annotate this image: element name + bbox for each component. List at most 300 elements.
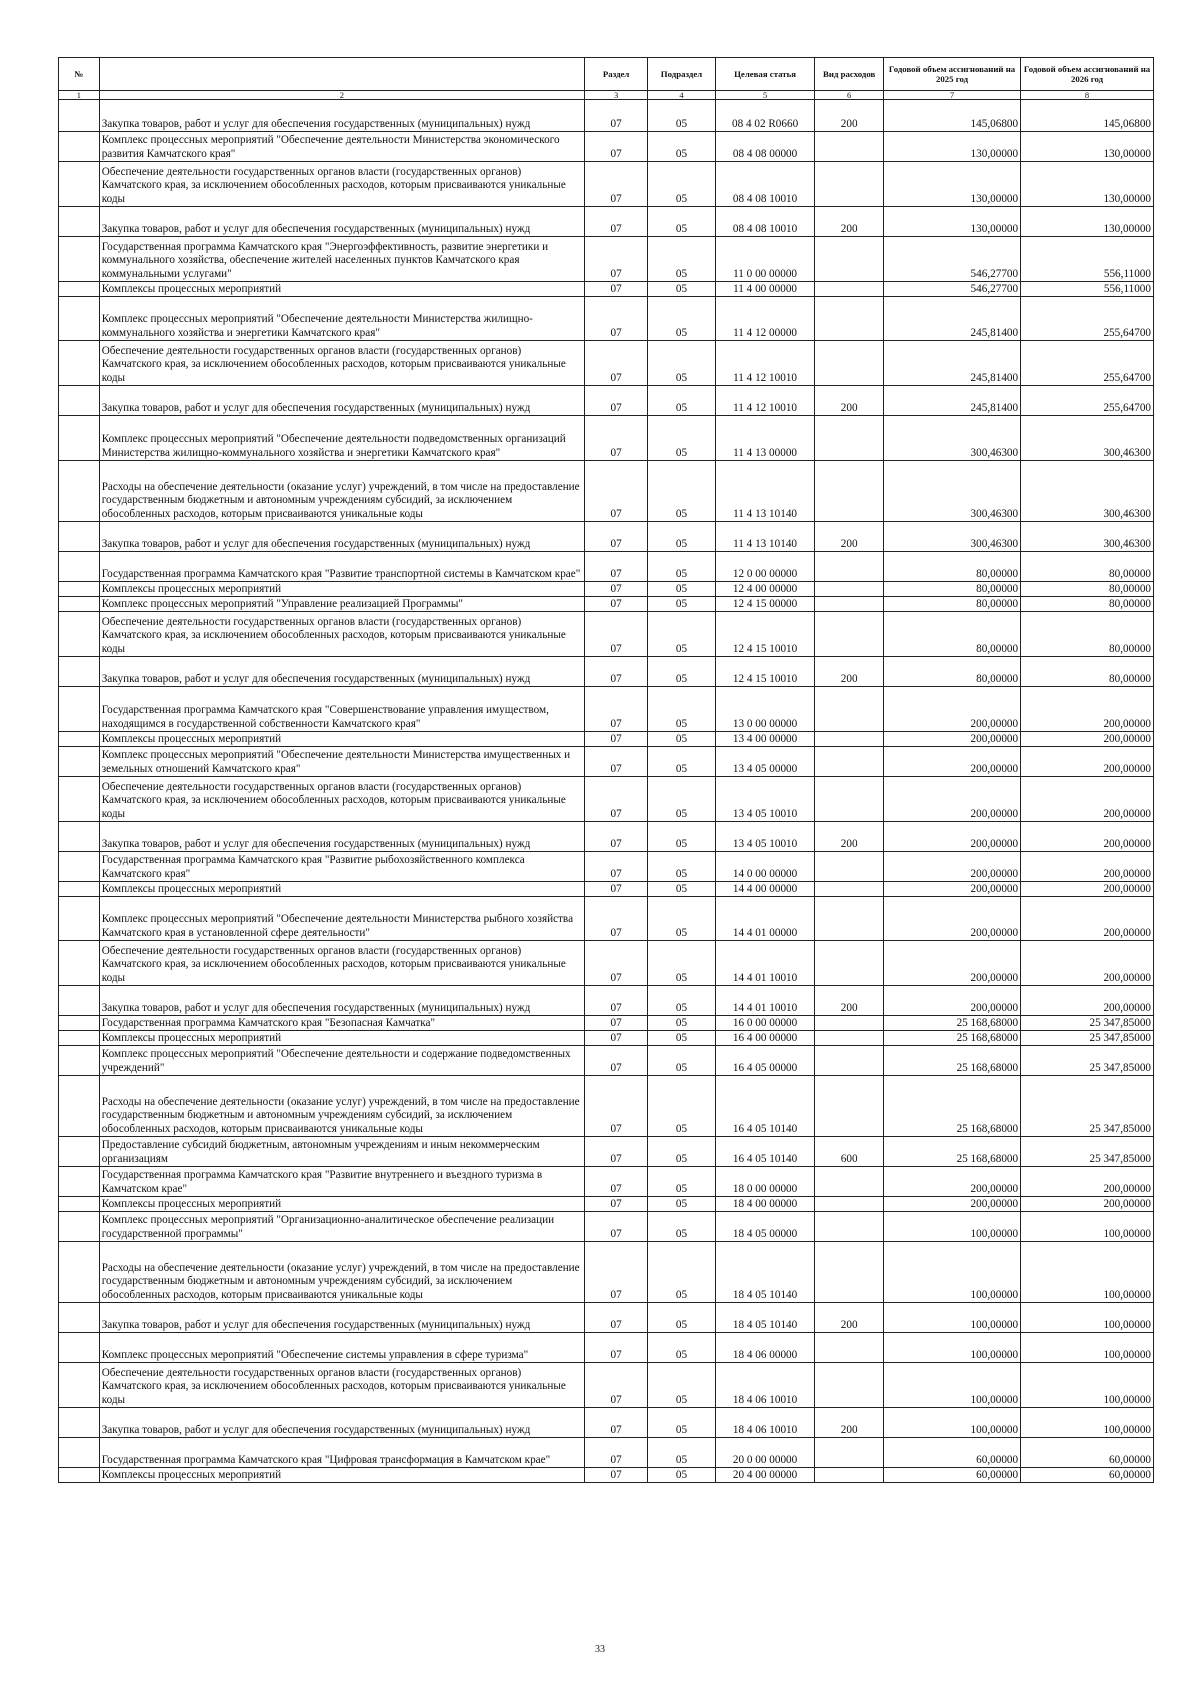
row-number-cell	[59, 986, 100, 1016]
row-subsection-cell: 05	[648, 732, 716, 747]
header-row	[59, 58, 1154, 91]
row-number-cell	[59, 522, 100, 552]
row-2026-cell: 25 347,85000	[1021, 1137, 1154, 1167]
row-subsection-cell: 05	[648, 1468, 716, 1483]
table-row	[59, 341, 1154, 386]
row-section-cell: 07	[585, 1167, 648, 1197]
row-kind-cell: 600	[815, 1137, 884, 1167]
row-number-cell	[59, 777, 100, 822]
row-subsection-cell: 05	[648, 1031, 716, 1046]
table-row	[59, 1031, 1154, 1046]
row-target-cell: 16 4 05 00000	[715, 1046, 815, 1076]
row-name-cell: Комплексы процессных мероприятий	[99, 732, 584, 747]
row-2026-cell: 300,46300	[1021, 522, 1154, 552]
row-2026-cell: 100,00000	[1021, 1408, 1154, 1438]
row-subsection-cell: 05	[648, 1333, 716, 1363]
row-number-cell	[59, 941, 100, 986]
row-kind-cell	[815, 687, 884, 732]
row-name-cell: Комплексы процессных мероприятий	[99, 1197, 584, 1212]
table-row	[59, 1046, 1154, 1076]
row-2025-cell: 25 168,68000	[883, 1016, 1020, 1031]
row-name-cell: Обеспечение деятельности государственных органов власти (государственных органов) Камчатского края, за исключением обособленных расходов, которым присваиваются уникальные коды	[99, 612, 584, 657]
row-2026-cell: 200,00000	[1021, 1167, 1154, 1197]
row-target-cell: 18 4 06 10010	[715, 1408, 815, 1438]
table-row	[59, 297, 1154, 341]
row-subsection-cell: 05	[648, 100, 716, 132]
row-name-cell: Обеспечение деятельности государственных органов власти (государственных органов) Камчатского края, за исключением обособленных расходов, которым присваиваются уникальные коды	[99, 777, 584, 822]
row-section-cell: 07	[585, 237, 648, 282]
row-2026-cell: 100,00000	[1021, 1333, 1154, 1363]
row-number-cell	[59, 237, 100, 282]
row-target-cell: 11 4 12 00000	[715, 297, 815, 341]
row-target-cell: 11 4 12 10010	[715, 386, 815, 416]
row-section-cell: 07	[585, 1242, 648, 1303]
row-target-cell: 16 4 05 10140	[715, 1076, 815, 1137]
column-number: 7	[883, 91, 1020, 100]
row-subsection-cell: 05	[648, 941, 716, 986]
row-2025-cell: 300,46300	[883, 416, 1020, 461]
row-2025-cell: 130,00000	[883, 162, 1020, 207]
row-kind-cell: 200	[815, 822, 884, 852]
row-kind-cell	[815, 1046, 884, 1076]
table-row	[59, 1212, 1154, 1242]
row-2026-cell: 80,00000	[1021, 552, 1154, 582]
table-body	[59, 100, 1154, 1483]
row-2026-cell: 130,00000	[1021, 132, 1154, 162]
row-name-cell: Комплекс процессных мероприятий "Обеспечение системы управления в сфере туризма"	[99, 1333, 584, 1363]
row-2026-cell: 200,00000	[1021, 822, 1154, 852]
row-kind-cell	[815, 552, 884, 582]
row-name-cell: Закупка товаров, работ и услуг для обеспечения государственных (муниципальных) нужд	[99, 822, 584, 852]
row-2026-cell: 130,00000	[1021, 207, 1154, 237]
row-subsection-cell: 05	[648, 1137, 716, 1167]
row-kind-cell	[815, 132, 884, 162]
row-target-cell: 11 4 00 00000	[715, 282, 815, 297]
row-name-cell: Комплекс процессных мероприятий "Управление реализацией Программы"	[99, 597, 584, 612]
row-number-cell	[59, 1046, 100, 1076]
header-name	[99, 58, 584, 91]
row-2026-cell: 200,00000	[1021, 747, 1154, 777]
row-2026-cell: 200,00000	[1021, 1197, 1154, 1212]
row-kind-cell: 200	[815, 207, 884, 237]
row-target-cell: 14 4 01 00000	[715, 897, 815, 941]
row-subsection-cell: 05	[648, 582, 716, 597]
row-subsection-cell: 05	[648, 897, 716, 941]
row-name-cell: Государственная программа Камчатского края "Развитие внутреннего и въездного туризма в Камчатском крае"	[99, 1167, 584, 1197]
row-name-cell: Комплексы процессных мероприятий	[99, 1031, 584, 1046]
row-target-cell: 13 0 00 00000	[715, 687, 815, 732]
row-target-cell: 18 0 00 00000	[715, 1167, 815, 1197]
row-section-cell: 07	[585, 1197, 648, 1212]
row-target-cell: 14 4 00 00000	[715, 882, 815, 897]
row-2025-cell: 25 168,68000	[883, 1031, 1020, 1046]
row-2025-cell: 200,00000	[883, 732, 1020, 747]
row-2025-cell: 100,00000	[883, 1333, 1020, 1363]
row-section-cell: 07	[585, 582, 648, 597]
row-name-cell: Закупка товаров, работ и услуг для обеспечения государственных (муниципальных) нужд	[99, 522, 584, 552]
row-subsection-cell: 05	[648, 1197, 716, 1212]
row-name-cell: Закупка товаров, работ и услуг для обеспечения государственных (муниципальных) нужд	[99, 100, 584, 132]
row-kind-cell: 200	[815, 1303, 884, 1333]
row-subsection-cell: 05	[648, 282, 716, 297]
row-section-cell: 07	[585, 732, 648, 747]
row-subsection-cell: 05	[648, 237, 716, 282]
row-subsection-cell: 05	[648, 1016, 716, 1031]
header-no: №	[59, 58, 100, 91]
header-2026: Годовой объем ассигнований на 2026 год	[1021, 58, 1154, 91]
column-number: 5	[715, 91, 815, 100]
row-2026-cell: 100,00000	[1021, 1242, 1154, 1303]
row-2025-cell: 200,00000	[883, 882, 1020, 897]
row-2025-cell: 60,00000	[883, 1438, 1020, 1468]
row-kind-cell	[815, 1031, 884, 1046]
row-2026-cell: 60,00000	[1021, 1438, 1154, 1468]
row-2025-cell: 200,00000	[883, 822, 1020, 852]
row-2025-cell: 200,00000	[883, 1167, 1020, 1197]
row-target-cell: 08 4 08 00000	[715, 132, 815, 162]
row-name-cell: Закупка товаров, работ и услуг для обеспечения государственных (муниципальных) нужд	[99, 986, 584, 1016]
row-2026-cell: 80,00000	[1021, 657, 1154, 687]
row-section-cell: 07	[585, 852, 648, 882]
row-number-cell	[59, 582, 100, 597]
row-number-cell	[59, 1242, 100, 1303]
row-section-cell: 07	[585, 1438, 648, 1468]
row-name-cell: Государственная программа Камчатского края "Энергоэффективность, развитие энергетики и коммунального хозяйства, обеспечение жителей населенных пунктов Камчатского края коммунальными услугами"	[99, 237, 584, 282]
row-name-cell: Обеспечение деятельности государственных органов власти (государственных органов) Камчатского края, за исключением обособленных расходов, которым присваиваются уникальные коды	[99, 1363, 584, 1408]
row-number-cell	[59, 132, 100, 162]
row-target-cell: 18 4 06 00000	[715, 1333, 815, 1363]
table-row	[59, 1468, 1154, 1483]
row-subsection-cell: 05	[648, 1363, 716, 1408]
row-kind-cell: 200	[815, 1408, 884, 1438]
row-2026-cell: 200,00000	[1021, 732, 1154, 747]
row-kind-cell	[815, 461, 884, 522]
row-2026-cell: 300,46300	[1021, 461, 1154, 522]
row-2026-cell: 255,64700	[1021, 386, 1154, 416]
row-section-cell: 07	[585, 882, 648, 897]
row-section-cell: 07	[585, 282, 648, 297]
row-name-cell: Закупка товаров, работ и услуг для обеспечения государственных (муниципальных) нужд	[99, 386, 584, 416]
row-number-cell	[59, 1468, 100, 1483]
table-row	[59, 207, 1154, 237]
row-number-cell	[59, 897, 100, 941]
row-2025-cell: 546,27700	[883, 282, 1020, 297]
row-subsection-cell: 05	[648, 1303, 716, 1333]
row-kind-cell	[815, 612, 884, 657]
row-2025-cell: 200,00000	[883, 1197, 1020, 1212]
table-row	[59, 657, 1154, 687]
row-2026-cell: 100,00000	[1021, 1303, 1154, 1333]
row-kind-cell	[815, 882, 884, 897]
row-section-cell: 07	[585, 1031, 648, 1046]
row-number-cell	[59, 1438, 100, 1468]
row-2026-cell: 60,00000	[1021, 1468, 1154, 1483]
row-subsection-cell: 05	[648, 522, 716, 552]
table-row	[59, 100, 1154, 132]
row-2026-cell: 200,00000	[1021, 941, 1154, 986]
table-row	[59, 1333, 1154, 1363]
table-row	[59, 687, 1154, 732]
row-2025-cell: 245,81400	[883, 386, 1020, 416]
row-2026-cell: 200,00000	[1021, 882, 1154, 897]
row-number-cell	[59, 1212, 100, 1242]
table-row	[59, 897, 1154, 941]
row-kind-cell	[815, 1016, 884, 1031]
row-2026-cell: 100,00000	[1021, 1212, 1154, 1242]
row-section-cell: 07	[585, 897, 648, 941]
row-2025-cell: 80,00000	[883, 582, 1020, 597]
row-2026-cell: 25 347,85000	[1021, 1031, 1154, 1046]
row-number-cell	[59, 882, 100, 897]
row-2026-cell: 200,00000	[1021, 687, 1154, 732]
table-row	[59, 522, 1154, 552]
row-target-cell: 18 4 06 10010	[715, 1363, 815, 1408]
row-2025-cell: 200,00000	[883, 777, 1020, 822]
row-section-cell: 07	[585, 341, 648, 386]
row-name-cell: Закупка товаров, работ и услуг для обеспечения государственных (муниципальных) нужд	[99, 1303, 584, 1333]
row-number-cell	[59, 386, 100, 416]
row-2026-cell: 25 347,85000	[1021, 1046, 1154, 1076]
row-kind-cell	[815, 282, 884, 297]
table-row	[59, 552, 1154, 582]
column-number-row	[59, 91, 1154, 100]
row-number-cell	[59, 612, 100, 657]
row-section-cell: 07	[585, 1363, 648, 1408]
row-subsection-cell: 05	[648, 986, 716, 1016]
row-target-cell: 11 4 13 10140	[715, 522, 815, 552]
row-subsection-cell: 05	[648, 852, 716, 882]
row-2026-cell: 80,00000	[1021, 612, 1154, 657]
row-target-cell: 12 0 00 00000	[715, 552, 815, 582]
row-name-cell: Государственная программа Камчатского края "Развитие рыбохозяйственного комплекса Камчатского края"	[99, 852, 584, 882]
row-subsection-cell: 05	[648, 1408, 716, 1438]
row-2025-cell: 80,00000	[883, 552, 1020, 582]
row-kind-cell	[815, 897, 884, 941]
table-row	[59, 1303, 1154, 1333]
row-subsection-cell: 05	[648, 416, 716, 461]
row-name-cell: Обеспечение деятельности государственных органов власти (государственных органов) Камчатского края, за исключением обособленных расходов, которым присваиваются уникальные коды	[99, 941, 584, 986]
row-kind-cell	[815, 941, 884, 986]
row-number-cell	[59, 747, 100, 777]
table-row	[59, 162, 1154, 207]
row-2026-cell: 200,00000	[1021, 897, 1154, 941]
row-subsection-cell: 05	[648, 1167, 716, 1197]
row-kind-cell	[815, 1212, 884, 1242]
row-2026-cell: 255,64700	[1021, 297, 1154, 341]
row-kind-cell	[815, 1363, 884, 1408]
row-name-cell: Расходы на обеспечение деятельности (оказание услуг) учреждений, в том числе на предоставление государственным бюджетным и автономным учреждениям субсидий, за исключением обособленных расходов, которым присваиваются уникальные коды	[99, 1076, 584, 1137]
column-number: 2	[99, 91, 584, 100]
column-number: 8	[1021, 91, 1154, 100]
row-2026-cell: 200,00000	[1021, 777, 1154, 822]
row-2025-cell: 80,00000	[883, 612, 1020, 657]
row-number-cell	[59, 1363, 100, 1408]
table-row	[59, 582, 1154, 597]
row-name-cell: Закупка товаров, работ и услуг для обеспечения государственных (муниципальных) нужд	[99, 1408, 584, 1438]
row-number-cell	[59, 597, 100, 612]
table-row	[59, 461, 1154, 522]
table-row	[59, 612, 1154, 657]
row-subsection-cell: 05	[648, 612, 716, 657]
row-subsection-cell: 05	[648, 1076, 716, 1137]
row-2025-cell: 100,00000	[883, 1408, 1020, 1438]
row-subsection-cell: 05	[648, 747, 716, 777]
table-row	[59, 1197, 1154, 1212]
table-row	[59, 282, 1154, 297]
row-2025-cell: 200,00000	[883, 941, 1020, 986]
row-number-cell	[59, 657, 100, 687]
page-number: 33	[595, 1644, 605, 1655]
row-number-cell	[59, 1333, 100, 1363]
row-section-cell: 07	[585, 612, 648, 657]
row-kind-cell	[815, 416, 884, 461]
row-kind-cell: 200	[815, 100, 884, 132]
row-2026-cell: 80,00000	[1021, 582, 1154, 597]
row-target-cell: 11 4 13 10140	[715, 461, 815, 522]
row-number-cell	[59, 162, 100, 207]
row-kind-cell	[815, 1197, 884, 1212]
row-target-cell: 14 0 00 00000	[715, 852, 815, 882]
row-number-cell	[59, 732, 100, 747]
row-name-cell: Государственная программа Камчатского края "Цифровая трансформация в Камчатском крае"	[99, 1438, 584, 1468]
row-section-cell: 07	[585, 552, 648, 582]
row-2026-cell: 80,00000	[1021, 597, 1154, 612]
row-target-cell: 18 4 05 10140	[715, 1303, 815, 1333]
row-subsection-cell: 05	[648, 822, 716, 852]
row-target-cell: 20 4 00 00000	[715, 1468, 815, 1483]
row-target-cell: 11 0 00 00000	[715, 237, 815, 282]
row-number-cell	[59, 852, 100, 882]
table-row	[59, 1242, 1154, 1303]
row-subsection-cell: 05	[648, 162, 716, 207]
row-2025-cell: 200,00000	[883, 986, 1020, 1016]
row-subsection-cell: 05	[648, 1046, 716, 1076]
row-section-cell: 07	[585, 777, 648, 822]
row-number-cell	[59, 207, 100, 237]
row-subsection-cell: 05	[648, 552, 716, 582]
row-kind-cell	[815, 582, 884, 597]
row-number-cell	[59, 1197, 100, 1212]
row-number-cell	[59, 297, 100, 341]
row-2025-cell: 245,81400	[883, 341, 1020, 386]
row-2025-cell: 145,06800	[883, 100, 1020, 132]
row-subsection-cell: 05	[648, 1438, 716, 1468]
row-name-cell: Комплекс процессных мероприятий "Обеспечение деятельности Министерства рыбного хозяйства Камчатского края в установленной сфере деятельности"	[99, 897, 584, 941]
budget-table	[58, 57, 1154, 1483]
row-subsection-cell: 05	[648, 386, 716, 416]
row-2025-cell: 300,46300	[883, 522, 1020, 552]
row-2026-cell: 130,00000	[1021, 162, 1154, 207]
row-target-cell: 18 4 05 00000	[715, 1212, 815, 1242]
column-number: 1	[59, 91, 100, 100]
row-target-cell: 14 4 01 10010	[715, 986, 815, 1016]
row-2025-cell: 100,00000	[883, 1363, 1020, 1408]
row-name-cell: Комплекс процессных мероприятий "Обеспечение деятельности Министерства жилищно-коммунального хозяйства и энергетики Камчатского края"	[99, 297, 584, 341]
table-row	[59, 1363, 1154, 1408]
row-name-cell: Государственная программа Камчатского края "Безопасная Камчатка"	[99, 1016, 584, 1031]
row-section-cell: 07	[585, 386, 648, 416]
row-target-cell: 18 4 05 10140	[715, 1242, 815, 1303]
row-2026-cell: 556,11000	[1021, 237, 1154, 282]
row-kind-cell	[815, 297, 884, 341]
row-target-cell: 13 4 05 00000	[715, 747, 815, 777]
row-number-cell	[59, 552, 100, 582]
row-kind-cell	[815, 777, 884, 822]
row-target-cell: 08 4 08 10010	[715, 207, 815, 237]
row-number-cell	[59, 1303, 100, 1333]
row-target-cell: 08 4 02 R0660	[715, 100, 815, 132]
row-name-cell: Комплексы процессных мероприятий	[99, 882, 584, 897]
table-row	[59, 986, 1154, 1016]
row-2025-cell: 100,00000	[883, 1242, 1020, 1303]
row-2026-cell: 145,06800	[1021, 100, 1154, 132]
table-row	[59, 747, 1154, 777]
row-number-cell	[59, 282, 100, 297]
row-2025-cell: 60,00000	[883, 1468, 1020, 1483]
row-kind-cell: 200	[815, 986, 884, 1016]
row-2026-cell: 25 347,85000	[1021, 1016, 1154, 1031]
header-2025: Годовой объем ассигнований на 2025 год	[883, 58, 1020, 91]
row-name-cell: Комплексы процессных мероприятий	[99, 582, 584, 597]
row-2025-cell: 200,00000	[883, 852, 1020, 882]
row-kind-cell	[815, 341, 884, 386]
row-subsection-cell: 05	[648, 777, 716, 822]
row-target-cell: 13 4 05 10010	[715, 777, 815, 822]
row-number-cell	[59, 341, 100, 386]
row-number-cell	[59, 416, 100, 461]
row-2026-cell: 255,64700	[1021, 341, 1154, 386]
row-name-cell: Предоставление субсидий бюджетным, автономным учреждениям и иным некоммерческим организациям	[99, 1137, 584, 1167]
table-row	[59, 386, 1154, 416]
table-row	[59, 1076, 1154, 1137]
row-2025-cell: 130,00000	[883, 132, 1020, 162]
row-kind-cell	[815, 237, 884, 282]
row-2025-cell: 100,00000	[883, 1212, 1020, 1242]
row-number-cell	[59, 1016, 100, 1031]
row-number-cell	[59, 100, 100, 132]
row-name-cell: Комплекс процессных мероприятий "Организационно-аналитическое обеспечение реализации государственной программы"	[99, 1212, 584, 1242]
row-section-cell: 07	[585, 522, 648, 552]
row-target-cell: 18 4 00 00000	[715, 1197, 815, 1212]
row-kind-cell: 200	[815, 386, 884, 416]
row-section-cell: 07	[585, 986, 648, 1016]
row-2026-cell: 25 347,85000	[1021, 1076, 1154, 1137]
row-section-cell: 07	[585, 941, 648, 986]
row-section-cell: 07	[585, 162, 648, 207]
row-section-cell: 07	[585, 657, 648, 687]
table-row	[59, 1167, 1154, 1197]
row-kind-cell	[815, 162, 884, 207]
row-name-cell: Комплекс процессных мероприятий "Обеспечение деятельности и содержание подведомственных учреждений"	[99, 1046, 584, 1076]
row-number-cell	[59, 1137, 100, 1167]
row-target-cell: 13 4 00 00000	[715, 732, 815, 747]
row-section-cell: 07	[585, 1016, 648, 1031]
row-target-cell: 12 4 00 00000	[715, 582, 815, 597]
row-section-cell: 07	[585, 297, 648, 341]
table-row	[59, 852, 1154, 882]
row-2025-cell: 80,00000	[883, 597, 1020, 612]
row-section-cell: 07	[585, 1046, 648, 1076]
row-2025-cell: 200,00000	[883, 747, 1020, 777]
row-target-cell: 11 4 12 10010	[715, 341, 815, 386]
row-2026-cell: 100,00000	[1021, 1363, 1154, 1408]
row-2025-cell: 200,00000	[883, 897, 1020, 941]
row-2025-cell: 25 168,68000	[883, 1076, 1020, 1137]
document-page	[58, 57, 1154, 1483]
row-name-cell: Закупка товаров, работ и услуг для обеспечения государственных (муниципальных) нужд	[99, 657, 584, 687]
row-2026-cell: 200,00000	[1021, 986, 1154, 1016]
row-subsection-cell: 05	[648, 1242, 716, 1303]
